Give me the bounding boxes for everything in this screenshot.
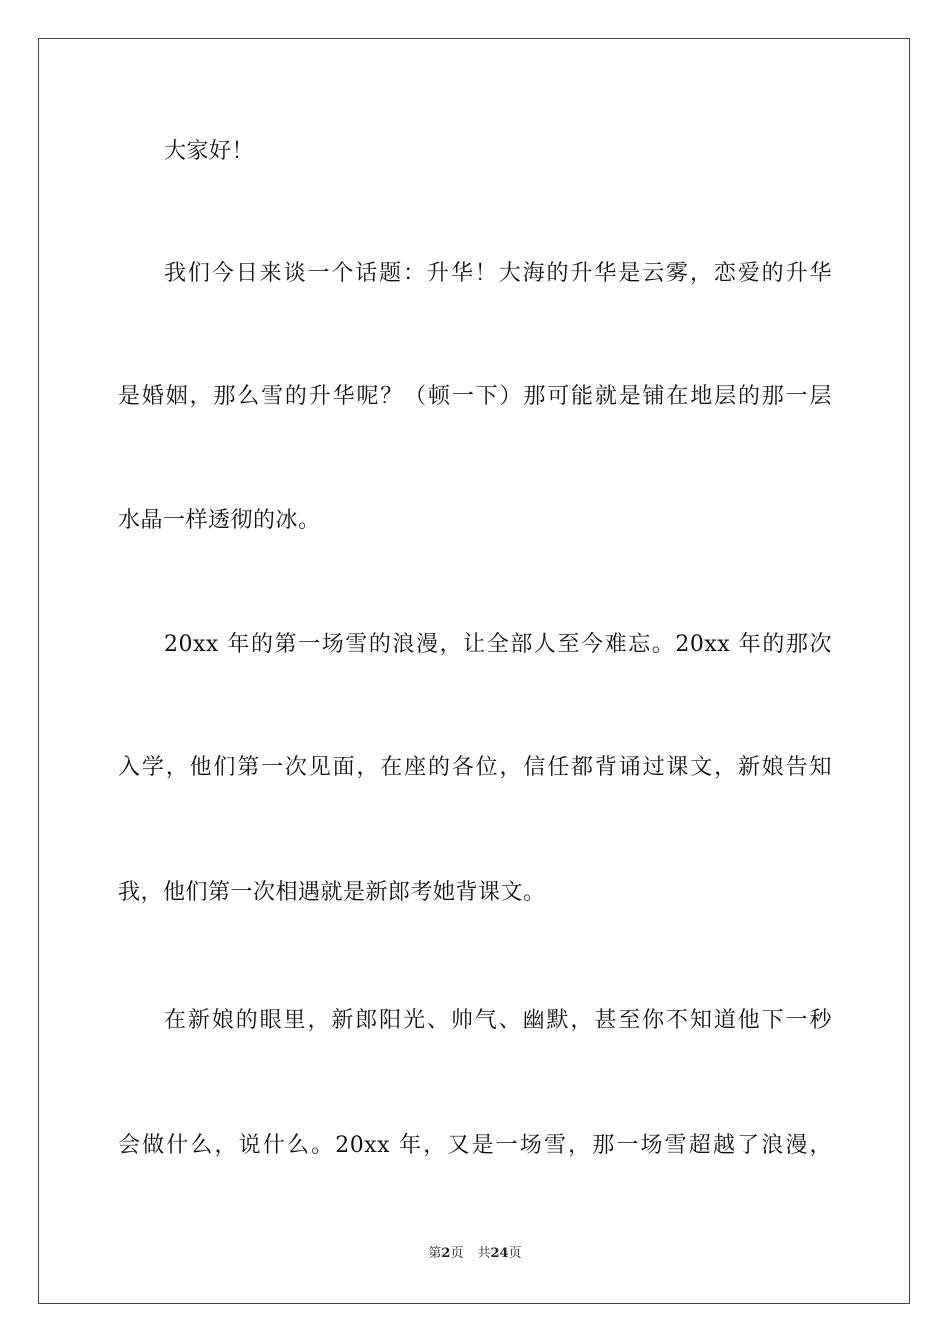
page-footer [0,1245,950,1263]
greeting-line: 大家好！ [164,139,255,164]
paragraph-line: 20xx 年的第一场雪的浪漫，让全部人至今难忘。20xx 年的那次 [164,632,832,657]
total-prefix: 共 [477,1246,491,1261]
paragraph-line: 入学，他们第一次见面，在座的各位，信任都背诵过课文，新娘告知 [118,755,832,780]
paragraph-line: 是婚姻，那么雪的升华呢？（顿一下）那可能就是铺在地层的那一层 [118,384,832,409]
page-prefix: 第 [428,1246,442,1261]
page-border [38,38,910,1304]
page-number: 2 [441,1246,451,1261]
page-suffix: 页 [450,1246,464,1261]
paragraph-line: 在新娘的眼里，新郎阳光、帅气、幽默，甚至你不知道他下一秒 [164,1008,832,1033]
total-suffix: 页 [508,1246,522,1261]
paragraph-line: 我们今日来谈一个话题：升华！大海的升华是云雾，恋爱的升华 [164,261,832,286]
total-pages: 24 [490,1246,509,1261]
paragraph-line: 水晶一样透彻的冰。 [118,508,321,533]
paragraph-line: 会做什么，说什么。20xx 年，又是一场雪，那一场雪超越了浪漫， [118,1133,832,1158]
paragraph-line: 我，他们第一次相遇就是新郎考她背课文。 [118,880,546,905]
